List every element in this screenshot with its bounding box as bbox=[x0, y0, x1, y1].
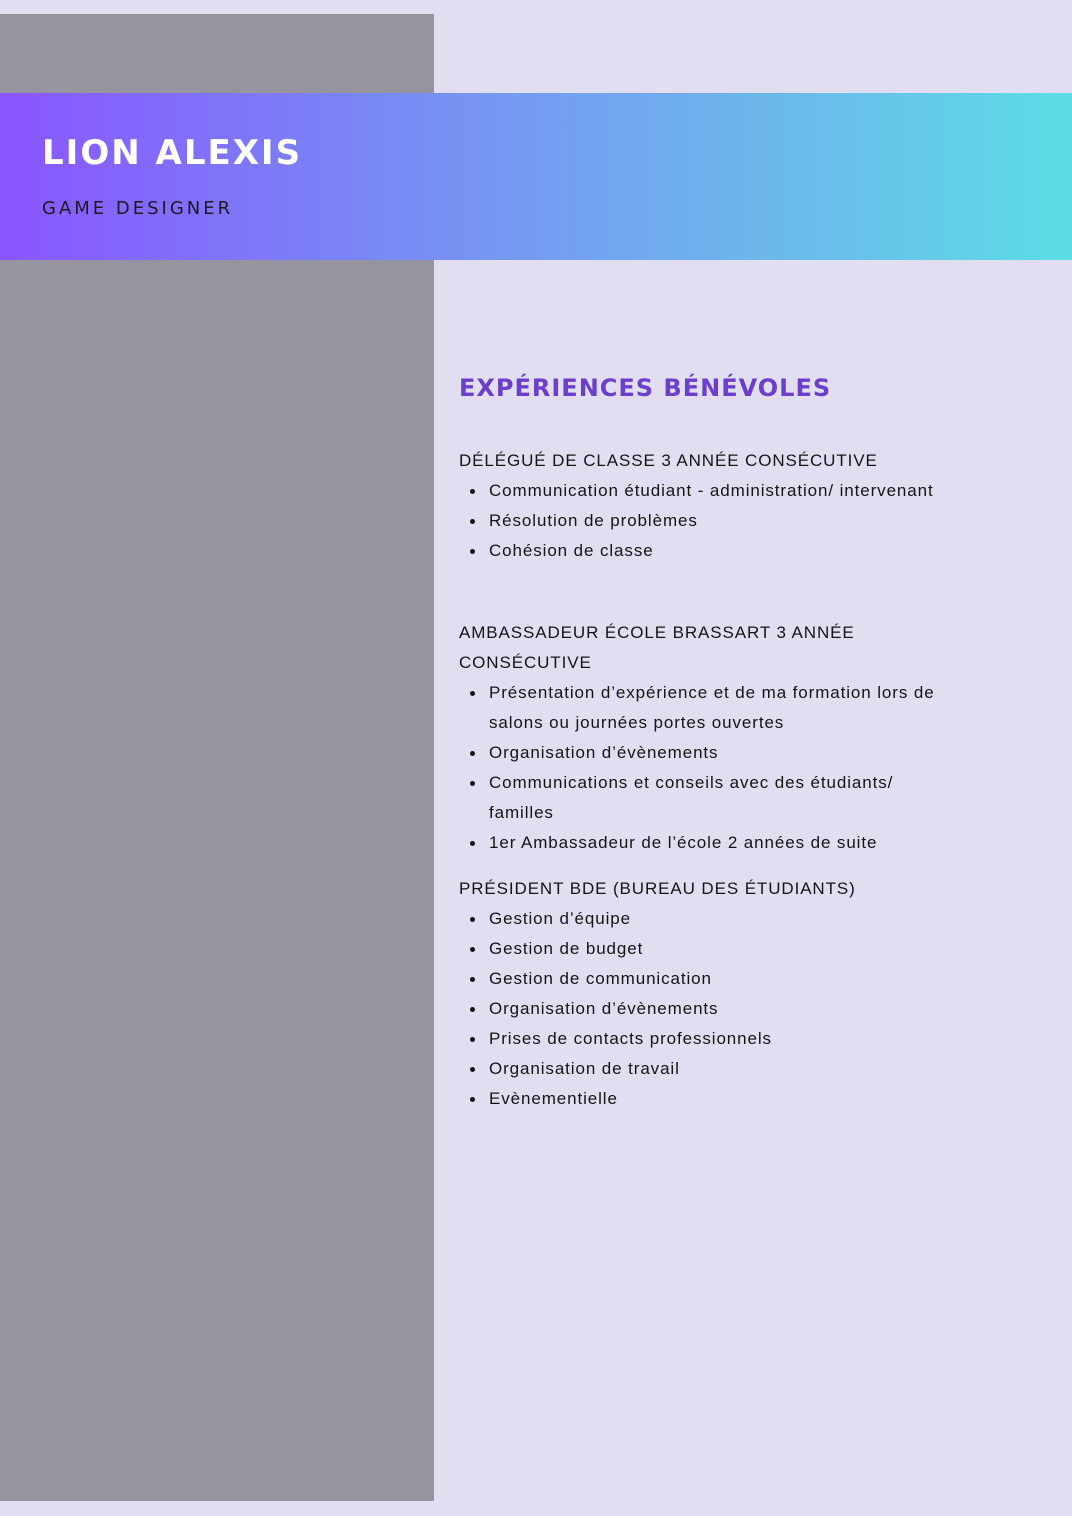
bullet-icon bbox=[470, 1037, 475, 1042]
list-item bbox=[459, 1054, 939, 1084]
experience-title: PRÉSIDENT BDE (BUREAU DES ÉTUDIANTS) bbox=[459, 879, 856, 898]
list-item bbox=[459, 536, 939, 566]
list-item bbox=[459, 1084, 939, 1114]
main-content bbox=[459, 368, 939, 1114]
experience-list bbox=[459, 476, 939, 566]
bullet-icon bbox=[470, 751, 475, 756]
bullet-icon bbox=[470, 489, 475, 494]
job-title: GAME DESIGNER bbox=[42, 198, 234, 219]
list-item-text: Communication étudiant - administration/ intervenant bbox=[489, 481, 934, 500]
experience-block bbox=[459, 446, 939, 566]
bullet-icon bbox=[470, 519, 475, 524]
bullet-icon bbox=[470, 917, 475, 922]
bullet-icon bbox=[470, 1097, 475, 1102]
bullet-icon bbox=[470, 977, 475, 982]
experience-title: AMBASSADEUR ÉCOLE BRASSART 3 ANNÉE CONSÉCUTIVE bbox=[459, 623, 855, 672]
list-item bbox=[459, 678, 939, 738]
list-item bbox=[459, 768, 939, 828]
bullet-icon bbox=[470, 841, 475, 846]
bullet-icon bbox=[470, 549, 475, 554]
list-item-text: Résolution de problèmes bbox=[489, 511, 698, 530]
list-item-text: Cohésion de classe bbox=[489, 541, 654, 560]
experience-title: DÉLÉGUÉ DE CLASSE 3 ANNÉE CONSÉCUTIVE bbox=[459, 451, 878, 470]
list-item-text: Organisation de travail bbox=[489, 1059, 680, 1078]
list-item bbox=[459, 934, 939, 964]
list-item-text: Gestion de budget bbox=[489, 939, 644, 958]
bullet-icon bbox=[470, 781, 475, 786]
experience-list bbox=[459, 904, 939, 1114]
list-item bbox=[459, 904, 939, 934]
list-item-text: Gestion d’équipe bbox=[489, 909, 631, 928]
list-item-text: Prises de contacts professionnels bbox=[489, 1029, 772, 1048]
list-item bbox=[459, 1024, 939, 1054]
list-item bbox=[459, 964, 939, 994]
list-item-text: Présentation d’expérience et de ma formation lors de salons ou journées portes ouvertes bbox=[489, 683, 935, 732]
bullet-icon bbox=[470, 1067, 475, 1072]
list-item-text: Gestion de communication bbox=[489, 969, 712, 988]
list-item-text: Organisation d’évènements bbox=[489, 999, 719, 1018]
list-item bbox=[459, 994, 939, 1024]
list-item bbox=[459, 828, 939, 858]
list-item-text: Evènementielle bbox=[489, 1089, 618, 1108]
experience-block bbox=[459, 618, 939, 858]
person-name: LION ALEXIS bbox=[42, 133, 303, 173]
list-item-text: Organisation d’évènements bbox=[489, 743, 719, 762]
header-banner bbox=[0, 93, 1072, 260]
bullet-icon bbox=[470, 691, 475, 696]
experience-block bbox=[459, 874, 939, 1114]
list-item-text: Communications et conseils avec des étudiants/ familles bbox=[489, 773, 894, 822]
bullet-icon bbox=[470, 947, 475, 952]
bullet-icon bbox=[470, 1007, 475, 1012]
list-item bbox=[459, 476, 939, 506]
list-item-text: 1er Ambassadeur de l’école 2 années de suite bbox=[489, 833, 878, 852]
list-item bbox=[459, 738, 939, 768]
experience-list bbox=[459, 678, 939, 858]
list-item bbox=[459, 506, 939, 536]
section-title: EXPÉRIENCES BÉNÉVOLES bbox=[459, 374, 832, 402]
